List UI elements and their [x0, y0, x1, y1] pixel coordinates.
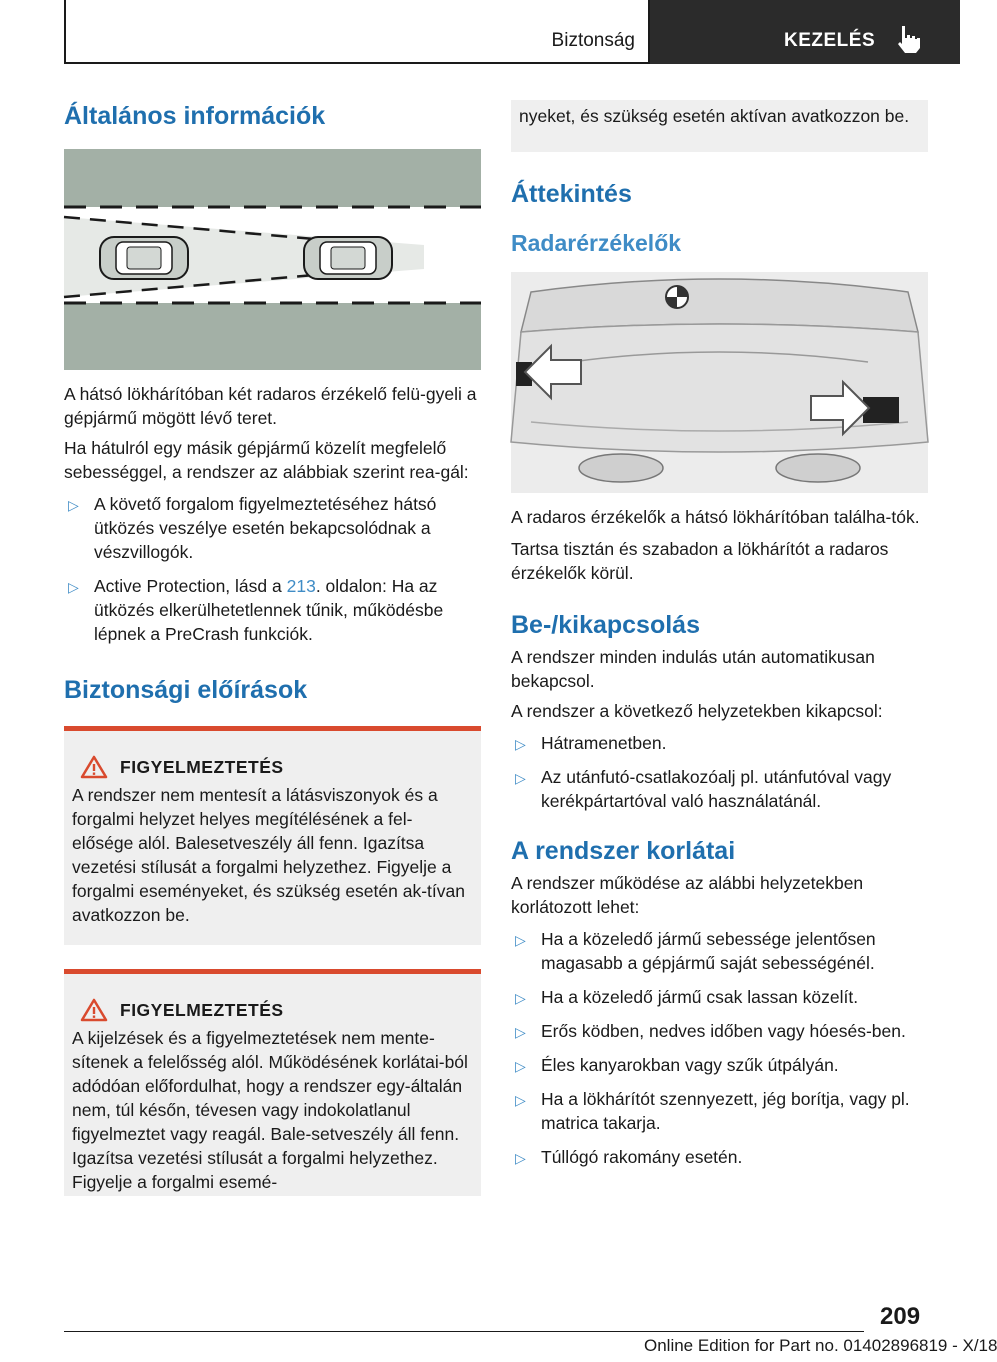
- rear-bumper-sensor-image: [511, 272, 928, 493]
- hand-pointer-icon: [896, 24, 922, 54]
- triangle-bullet-icon: ▷: [515, 1024, 526, 1040]
- list-item: ▷ Ha a közeledő jármű csak lassan közelít.: [511, 985, 928, 1009]
- triangle-bullet-icon: ▷: [515, 1092, 526, 1108]
- warning-continuation-text: nyeket, és szükség esetén aktívan avatkozzon be.: [519, 106, 910, 126]
- warning-continuation: [511, 100, 928, 152]
- warning-box-1: [64, 726, 481, 945]
- triangle-bullet-icon: ▷: [515, 1058, 526, 1074]
- left-column: [64, 100, 481, 1196]
- warning-text: A rendszer nem mentesít a látásviszonyok és a forgalmi helyzet helyes megítélésének a fel-elősége alól. Balesetveszély áll fenn. Igazítsa vezetési stílusát a forgalmi helyzethez. Figyelje a forgalmi eseményeket, és szükség esetén ak-tívan avatkozzon be.: [72, 785, 465, 925]
- header-chapter-label: KEZELÉS: [784, 30, 876, 51]
- list-item: ▷ Hátramenetben.: [511, 731, 928, 755]
- list-item: ▷ Ha a közeledő jármű sebessége jelentősen magasabb a gépjármű saját sebességénél.: [515, 929, 876, 973]
- header-section-title: Biztonság: [551, 30, 635, 51]
- section-title-safety: Biztonsági előírások: [64, 676, 308, 704]
- reaction-list: [64, 492, 481, 646]
- header-bottom-rule: [64, 62, 650, 64]
- warning-title: FIGYELMEZTETÉS: [120, 756, 284, 777]
- triangle-bullet-icon: ▷: [68, 497, 79, 513]
- list-item: ▷ Ha a lökhárítót szennyezett, jég borítja, vagy pl. matrica takarja.: [515, 1089, 910, 1133]
- section-title-general: Általános információk: [64, 102, 326, 130]
- section-title-overview: Áttekintés: [511, 180, 632, 208]
- triangle-bullet-icon: ▷: [68, 579, 79, 595]
- section-title-limits: A rendszer korlátai: [511, 837, 736, 865]
- radar-paragraph-2: Tartsa tisztán és szabadon a lökhárítót a radaros érzékelők körül.: [511, 539, 889, 583]
- list-item: ▷ Túllógó rakomány esetén.: [511, 1145, 928, 1169]
- page-number: 209: [880, 1303, 921, 1330]
- footer-edition: Online Edition for Part no. 01402896819 - X/18: [644, 1336, 997, 1355]
- triangle-bullet-icon: ▷: [515, 770, 526, 786]
- page-link-213[interactable]: 213: [286, 576, 316, 596]
- triangle-bullet-icon: ▷: [515, 1150, 526, 1166]
- list-item: ▷ Éles kanyarokban vagy szűk útpályán.: [511, 1053, 928, 1077]
- right-column: [511, 100, 928, 1169]
- footer-rule: [64, 1331, 864, 1332]
- limits-list: [511, 927, 928, 1169]
- list-item: ▷ Active Protection, lásd a 213. oldalon: Ha az ütközés elkerülhetetlennek tűnik, működésbe lépnek a PreCrash funkciók.: [68, 576, 444, 644]
- triangle-bullet-icon: ▷: [515, 932, 526, 948]
- general-paragraph-2: Ha hátulról egy másik gépjármű közelít megfelelő sebességgel, a rendszer az alábbiak szerint rea-gál:: [64, 438, 469, 482]
- triangle-bullet-icon: ▷: [515, 736, 526, 752]
- general-paragraph-1: A hátsó lökhárítóban két radaros érzékelő felü-gyeli a gépjármű mögött lévő teret.: [64, 384, 477, 428]
- subsection-title-radar: Radarérzékelők: [511, 230, 682, 256]
- list-item: ▷ Az utánfutó-csatlakozóalj pl. utánfutóval vagy kerékpártartóval való használatánál.: [515, 767, 892, 811]
- warning-box-2: [64, 969, 481, 1196]
- warning-title: FIGYELMEZTETÉS: [120, 999, 284, 1020]
- radar-paragraph-1: A radaros érzékelők a hátsó lökhárítóban találha-tók.: [511, 507, 920, 527]
- lane-diagram-image: [64, 149, 481, 370]
- limits-paragraph: A rendszer működése az alábbi helyzetekben korlátozott lehet:: [511, 873, 864, 917]
- onoff-paragraph-2: A rendszer a következő helyzetekben kikapcsol:: [511, 701, 883, 721]
- header-left-rule: [64, 0, 66, 64]
- list-item: ▷ Erős ködben, nedves időben vagy hóesés-ben.: [511, 1019, 928, 1043]
- warning-triangle-icon: [80, 755, 108, 779]
- onoff-paragraph-1: A rendszer minden indulás után automatikusan bekapcsol.: [511, 647, 875, 691]
- warning-triangle-icon: [80, 998, 108, 1022]
- section-title-onoff: Be-/kikapcsolás: [511, 611, 700, 639]
- list-item: ▷ A követő forgalom figyelmeztetéséhez hátsó ütközés veszélye esetén bekapcsolódnak a vészvillogók.: [68, 494, 437, 562]
- warning-text: A kijelzések és a figyelmeztetések nem mente-sítenek a felelősség alól. Működésének korlátai-ból adódóan előfordulhat, hogy a rendszer egy-általán nem, túl későn, tévesen vagy indokolatlanul figyelmeztet vagy reagál. Bale-setveszély áll fenn. Igazítsa vezetési stílusát a forgalmi helyzethez. Figyelje a forgalmi esemé-: [72, 1028, 468, 1192]
- switch-off-list: [511, 731, 928, 813]
- triangle-bullet-icon: ▷: [515, 990, 526, 1006]
